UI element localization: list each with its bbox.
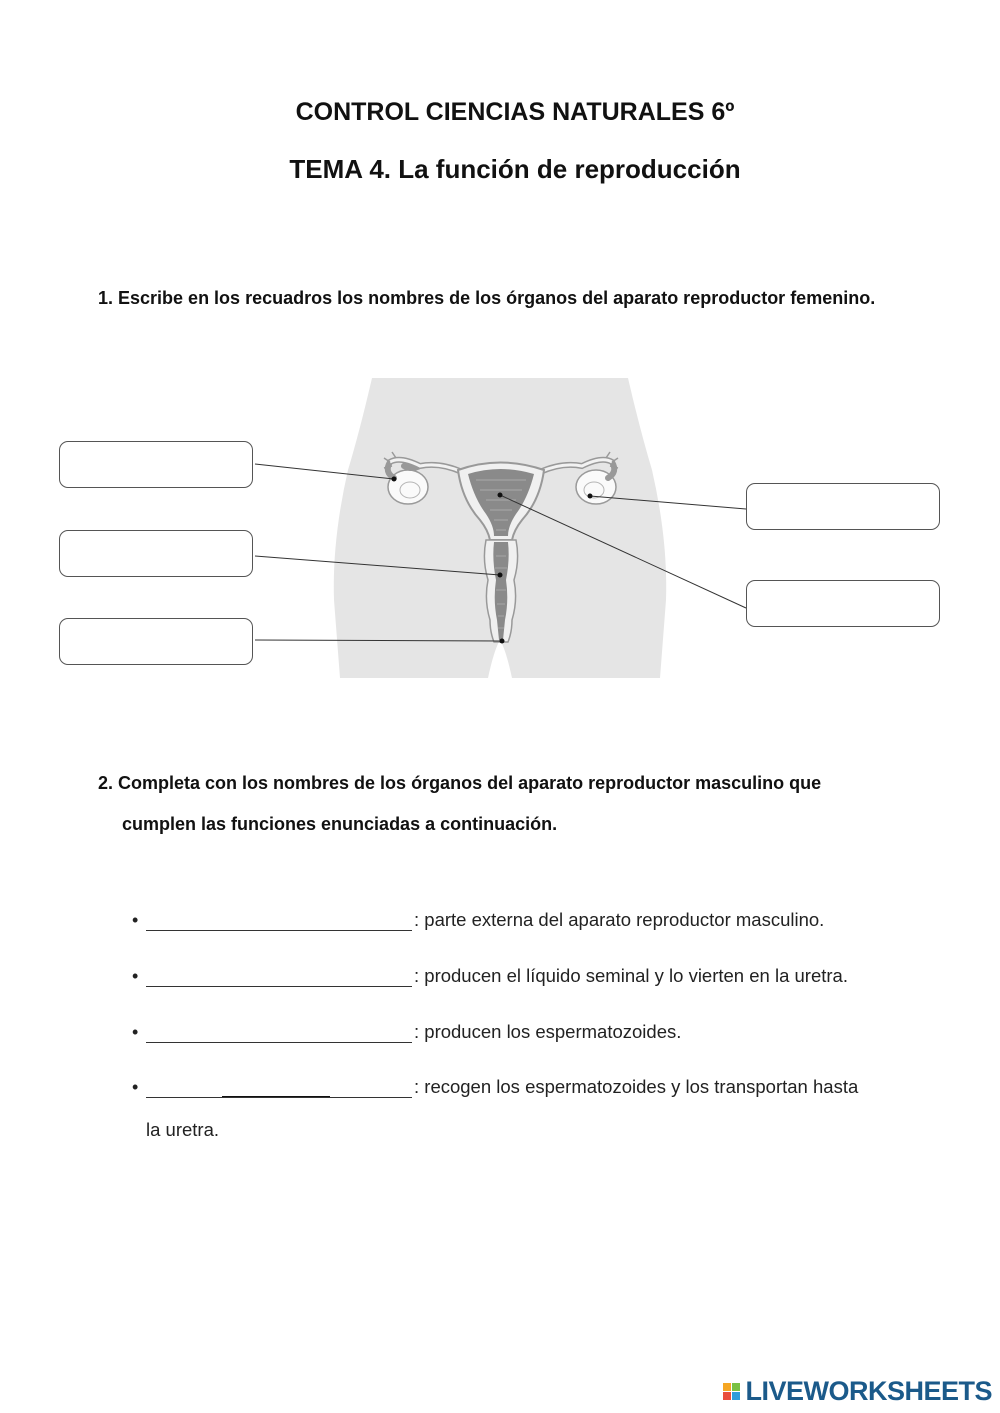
list-item-text: : producen el líquido seminal y lo vierten en la uretra. — [414, 965, 848, 986]
list-item-text: : producen los espermatozoides. — [414, 1021, 682, 1042]
logo-text: LIVEWORKSHEETS — [745, 1376, 992, 1406]
fill-in-blank[interactable] — [146, 1079, 412, 1098]
answer-box-2[interactable] — [59, 530, 253, 577]
list-item — [132, 1021, 681, 1043]
bullet-icon: • — [132, 1077, 139, 1097]
answer-box-1[interactable] — [59, 441, 253, 488]
fill-in-blank[interactable] — [146, 912, 412, 931]
bullet-icon: • — [132, 910, 139, 930]
bullet-icon: • — [132, 1022, 139, 1042]
fill-in-blank[interactable] — [146, 968, 412, 987]
list-item — [132, 909, 824, 931]
question-1-prompt: 1. Escribe en los recuadros los nombres de los órganos del aparato reproductor femenino. — [98, 288, 876, 308]
page-title: CONTROL CIENCIAS NATURALES 6º — [295, 98, 735, 126]
list-item — [132, 965, 848, 987]
list-item-text: : parte externa del aparato reproductor masculino. — [414, 909, 825, 930]
list-item — [132, 1076, 858, 1098]
answer-box-5[interactable] — [746, 580, 940, 627]
list-item-continuation: la uretra. — [146, 1119, 220, 1140]
fill-in-blank[interactable] — [146, 1024, 412, 1043]
list-item-text: : recogen los espermatozoides y los transportan hasta — [414, 1076, 859, 1097]
page-subtitle: TEMA 4. La función de reproducción — [289, 154, 741, 184]
bullet-icon: • — [132, 966, 139, 986]
answer-box-4[interactable] — [746, 483, 940, 530]
liveworksheets-logo — [723, 1376, 992, 1407]
logo-icon — [723, 1383, 740, 1400]
question-2-prompt: 2. Completa con los nombres de los órganos del aparato reproductor masculino que — [98, 773, 822, 793]
answer-box-3[interactable] — [59, 618, 253, 665]
question-2-prompt-continued: cumplen las funciones enunciadas a continuación. — [122, 814, 558, 834]
